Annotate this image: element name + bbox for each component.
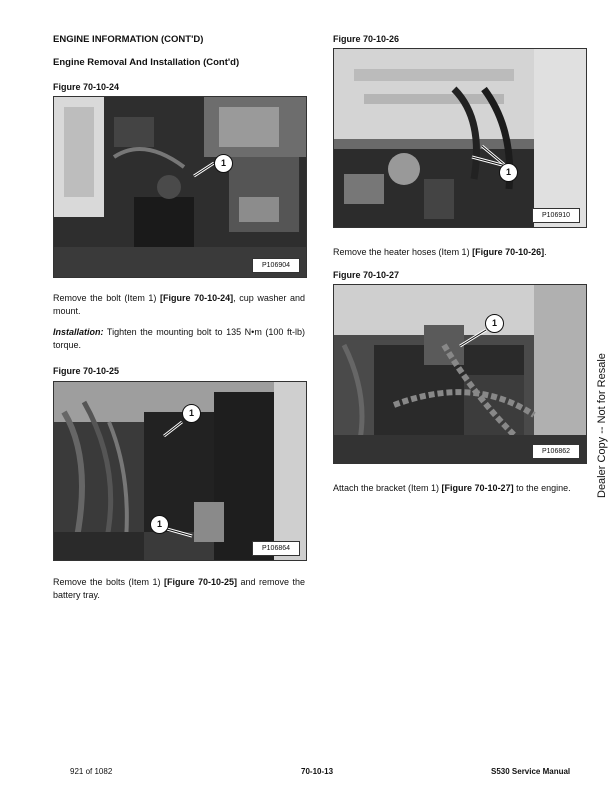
callout-1: 1 [214,154,233,173]
figure-label: Figure 70-10-25 [53,366,120,376]
section-title: ENGINE INFORMATION (CONT'D) [53,34,204,45]
figure-reference: [Figure 70-10-24] [160,293,234,303]
callout-1: 1 [150,515,169,534]
callout-1: 1 [499,163,518,182]
engine-photo-fig24 [53,96,307,278]
callout-1: 1 [485,314,504,333]
installation-label: Installation: [53,327,104,337]
side-watermark-text: Dealer Copy -- Not for Resale [596,353,608,498]
subsection-title: Engine Removal And Installation (Cont'd) [53,57,240,68]
page-number: 70-10-13 [301,767,334,776]
figure-reference: [Figure 70-10-25] [163,577,237,587]
paragraph: Remove the bolts (Item 1) [Figure 70-10-25] and remove the battery tray. [53,577,305,600]
page-count: 921 of 1082 [70,767,113,776]
installation-note: Installation: Tighten the mounting bolt to 135 N•m (100 ft-lb) torque. [53,327,305,350]
paragraph: Remove the heater hoses (Item 1) [Figure 70-10-26]. [333,247,547,257]
photo-id: P106910 [532,208,580,223]
engine-photo-fig27 [333,284,587,464]
photo-id: P106904 [252,258,300,273]
manual-title: S530 Service Manual [491,767,571,776]
paragraph: Remove the bolt (Item 1) [Figure 70-10-24], cup washer and mount. [53,293,305,316]
figure-reference: [Figure 70-10-26] [472,247,545,257]
photo-id: P106862 [532,444,580,459]
figure-label: Figure 70-10-26 [333,34,400,44]
paragraph: Attach the bracket (Item 1) [Figure 70-10-27] to the engine. [333,483,571,493]
callout-1: 1 [182,404,201,423]
figure-label: Figure 70-10-24 [53,82,120,92]
photo-id: P106864 [252,541,300,556]
figure-label: Figure 70-10-27 [333,270,400,280]
engine-photo-fig26 [333,48,587,228]
figure-reference: [Figure 70-10-27] [441,483,514,493]
engine-photo-fig25 [53,381,307,561]
